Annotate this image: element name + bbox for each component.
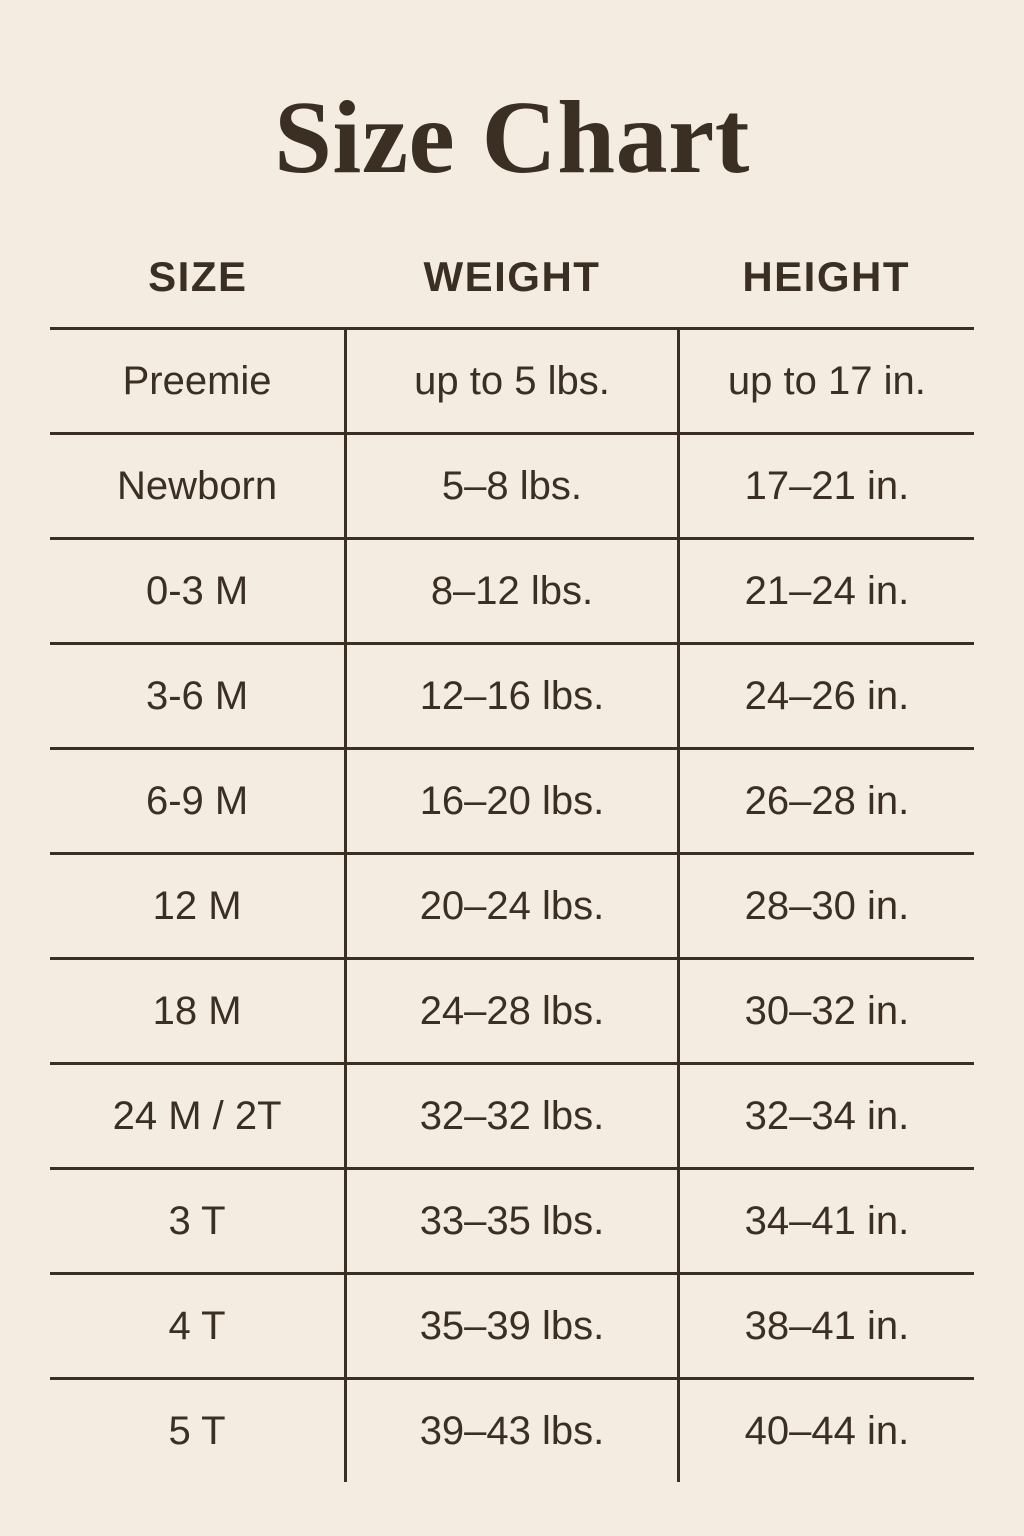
table-body bbox=[50, 329, 974, 1483]
cell-size: 5 T bbox=[50, 1379, 346, 1483]
cell-size: 4 T bbox=[50, 1274, 346, 1379]
cell-weight: 32–32 lbs. bbox=[346, 1064, 679, 1169]
table-row bbox=[50, 644, 974, 749]
cell-weight: 8–12 lbs. bbox=[346, 539, 679, 644]
cell-height: 21–24 in. bbox=[678, 539, 974, 644]
table-row bbox=[50, 854, 974, 959]
cell-size: 12 M bbox=[50, 854, 346, 959]
cell-weight: 35–39 lbs. bbox=[346, 1274, 679, 1379]
cell-size: 6-9 M bbox=[50, 749, 346, 854]
cell-weight: 39–43 lbs. bbox=[346, 1379, 679, 1483]
cell-height: 38–41 in. bbox=[678, 1274, 974, 1379]
cell-height: 24–26 in. bbox=[678, 644, 974, 749]
table-row bbox=[50, 1274, 974, 1379]
size-chart-table bbox=[50, 252, 974, 1482]
table-row bbox=[50, 1169, 974, 1274]
table-row bbox=[50, 1064, 974, 1169]
column-header-weight: WEIGHT bbox=[423, 253, 601, 300]
cell-height: 26–28 in. bbox=[678, 749, 974, 854]
cell-size: Preemie bbox=[50, 329, 346, 434]
cell-size: 3 T bbox=[50, 1169, 346, 1274]
cell-height: 32–34 in. bbox=[678, 1064, 974, 1169]
column-header-size: SIZE bbox=[148, 253, 248, 300]
cell-weight: 33–35 lbs. bbox=[346, 1169, 679, 1274]
table-row bbox=[50, 749, 974, 854]
cell-height: 30–32 in. bbox=[678, 959, 974, 1064]
cell-height: up to 17 in. bbox=[678, 329, 974, 434]
cell-size: 24 M / 2T bbox=[50, 1064, 346, 1169]
cell-weight: 20–24 lbs. bbox=[346, 854, 679, 959]
cell-size: Newborn bbox=[50, 434, 346, 539]
cell-height: 40–44 in. bbox=[678, 1379, 974, 1483]
cell-height: 28–30 in. bbox=[678, 854, 974, 959]
table-header-row bbox=[50, 252, 974, 329]
table-row bbox=[50, 539, 974, 644]
cell-weight: 12–16 lbs. bbox=[346, 644, 679, 749]
table-row bbox=[50, 434, 974, 539]
table-header bbox=[50, 252, 974, 329]
cell-height: 17–21 in. bbox=[678, 434, 974, 539]
table-row bbox=[50, 959, 974, 1064]
cell-height: 34–41 in. bbox=[678, 1169, 974, 1274]
cell-size: 0-3 M bbox=[50, 539, 346, 644]
table-row bbox=[50, 329, 974, 434]
size-chart-table-wrapper bbox=[50, 190, 974, 1482]
cell-size: 3-6 M bbox=[50, 644, 346, 749]
cell-weight: up to 5 lbs. bbox=[346, 329, 679, 434]
table-row bbox=[50, 1379, 974, 1483]
cell-weight: 24–28 lbs. bbox=[346, 959, 679, 1064]
cell-weight: 16–20 lbs. bbox=[346, 749, 679, 854]
page-title: Size Chart bbox=[274, 80, 750, 195]
cell-size: 18 M bbox=[50, 959, 346, 1064]
cell-weight: 5–8 lbs. bbox=[346, 434, 679, 539]
column-header-height: HEIGHT bbox=[742, 253, 910, 300]
